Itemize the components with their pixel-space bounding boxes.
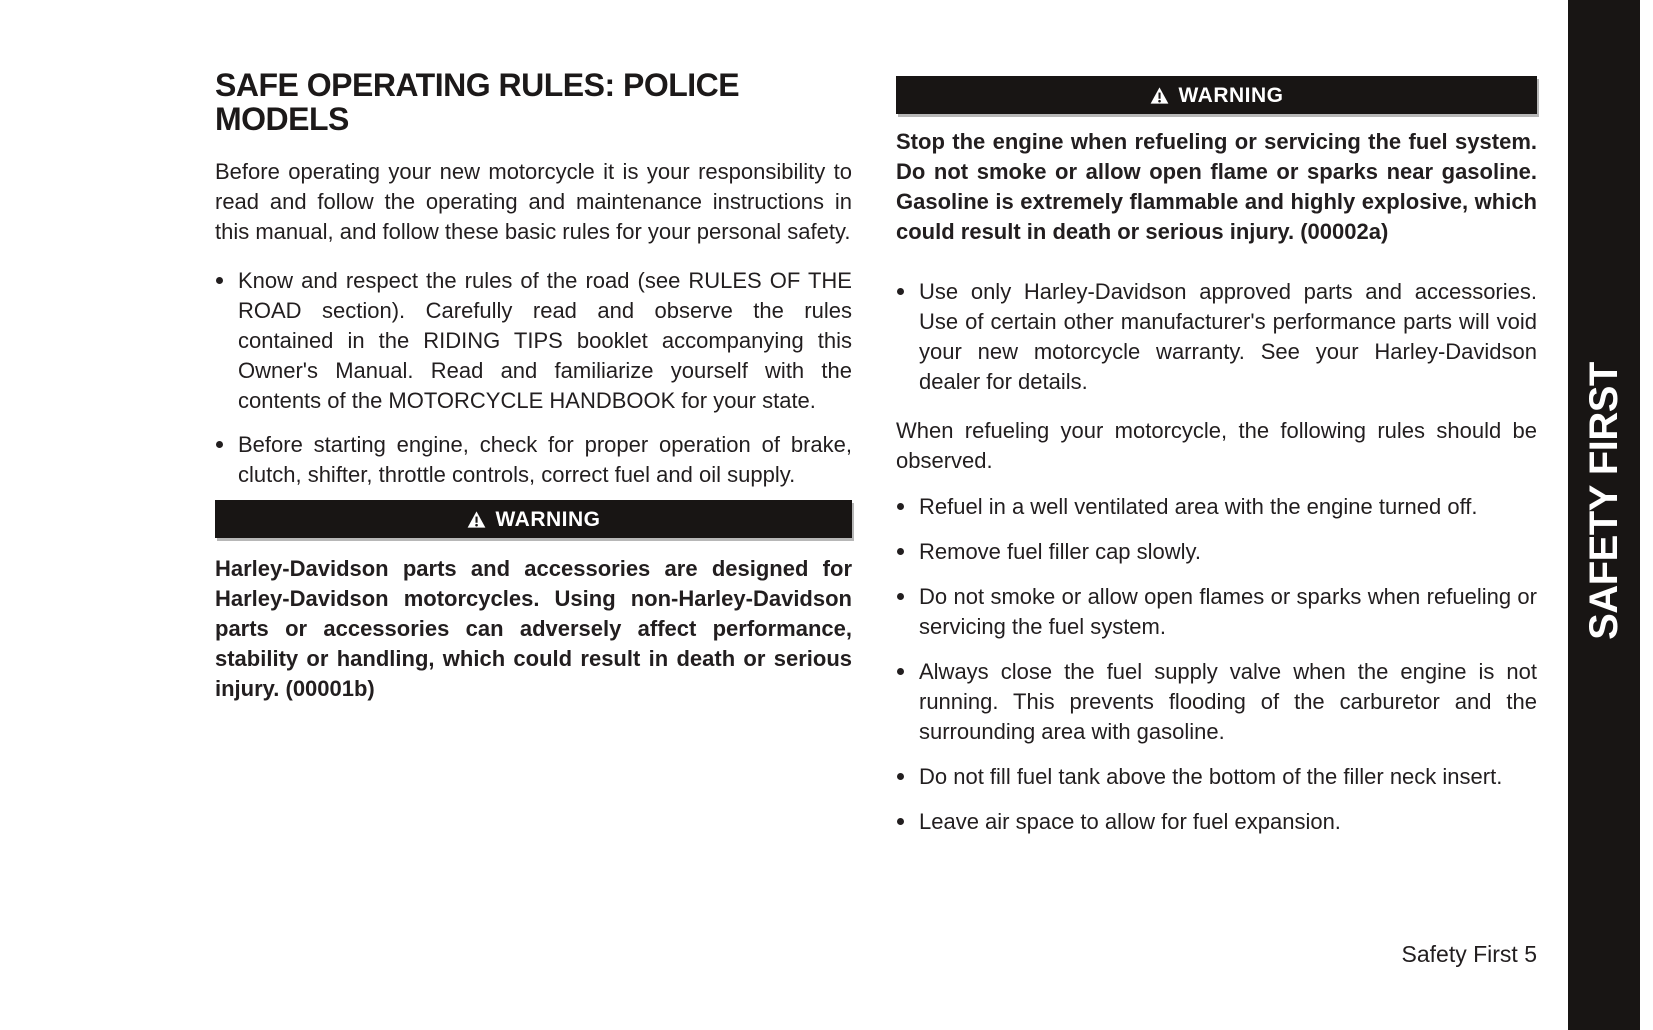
list-item: [896, 582, 1537, 642]
right-column: [896, 76, 1537, 837]
bullet-dot-icon: [897, 503, 904, 510]
warning-triangle-icon: [467, 511, 486, 528]
list-item-text: Use only Harley-Davidson approved parts and accessories. Use of certain other manufacturer's performance parts will void your new motorcycle warranty. See your Harley-Davidson dealer for details.: [919, 279, 1537, 394]
refueling-rules-list: [896, 492, 1537, 837]
bullet-dot-icon: [897, 818, 904, 825]
warning-banner: [215, 500, 852, 538]
safety-first-tab: [1568, 0, 1640, 1030]
list-item-text: Do not fill fuel tank above the bottom of the filler neck insert.: [919, 764, 1503, 789]
intro-paragraph: Before operating your new motorcycle it is your responsibility to read and follow the operating and maintenance instructions in this manual, and follow these basic rules for your personal safety.: [215, 159, 852, 244]
bullet-dot-icon: [897, 548, 904, 555]
warning-banner-label: WARNING: [1178, 83, 1284, 107]
list-item-text: Know and respect the rules of the road (see RULES OF THE ROAD section). Carefully read and observe the rules contained in the RIDING TIPS booklet accompanying this Owner's Manual. Read and familiarize yourself with the contents of the MOTORCYCLE HANDBOOK for your state.: [238, 268, 852, 413]
bullet-list: [215, 266, 852, 490]
list-item: [896, 492, 1537, 522]
list-item-text: Do not smoke or allow open flames or sparks when refueling or servicing the fuel system.: [919, 584, 1537, 639]
list-item-text: Always close the fuel supply valve when the engine is not running. This prevents flooding of the carburetor and the surrounding area with gasoline.: [919, 659, 1537, 744]
list-item-text: Leave air space to allow for fuel expansion.: [919, 809, 1341, 834]
warning-paragraph: Stop the engine when refueling or servicing the fuel system. Do not smoke or allow open flame or sparks near gasoline. Gasoline is extremely flammable and highly explosive, which could result in death or serious injury. (00002a): [896, 129, 1537, 244]
bullet-dot-icon: [897, 288, 904, 295]
safety-first-tab-label: SAFETY FIRST: [1582, 362, 1626, 640]
list-item: [896, 807, 1537, 837]
bullet-dot-icon: [897, 773, 904, 780]
refueling-intro-paragraph: When refueling your motorcycle, the following rules should be observed.: [896, 418, 1537, 473]
list-item-text: Refuel in a well ventilated area with the engine turned off.: [919, 494, 1478, 519]
bullet-dot-icon: [216, 277, 223, 284]
list-item: [215, 266, 852, 416]
page-number: Safety First 5: [1401, 941, 1537, 967]
list-item: [896, 762, 1537, 792]
list-item-text: Remove fuel filler cap slowly.: [919, 539, 1202, 564]
bullet-dot-icon: [897, 593, 904, 600]
warning-triangle-icon: [1150, 87, 1169, 104]
warning-banner-label: WARNING: [495, 507, 601, 531]
list-item: [896, 537, 1537, 567]
warning-banner: [896, 76, 1537, 114]
bullet-list: [896, 277, 1537, 397]
left-column: [215, 68, 852, 704]
list-item: [896, 277, 1537, 397]
list-item: [896, 657, 1537, 747]
bullet-dot-icon: [216, 441, 223, 448]
section-heading: SAFE OPERATING RULES: POLICE MODELS: [215, 67, 740, 137]
bullet-dot-icon: [897, 668, 904, 675]
list-item-text: Before starting engine, check for proper operation of brake, clutch, shifter, throttle controls, correct fuel and oil supply.: [238, 432, 852, 487]
warning-paragraph: Harley-Davidson parts and accessories are designed for Harley-Davidson motorcycles. Using non-Harley-Davidson parts or accessories can adversely affect performance, stability or handling, which could result in death or serious injury. (00001b): [215, 556, 852, 701]
list-item: [215, 430, 852, 490]
